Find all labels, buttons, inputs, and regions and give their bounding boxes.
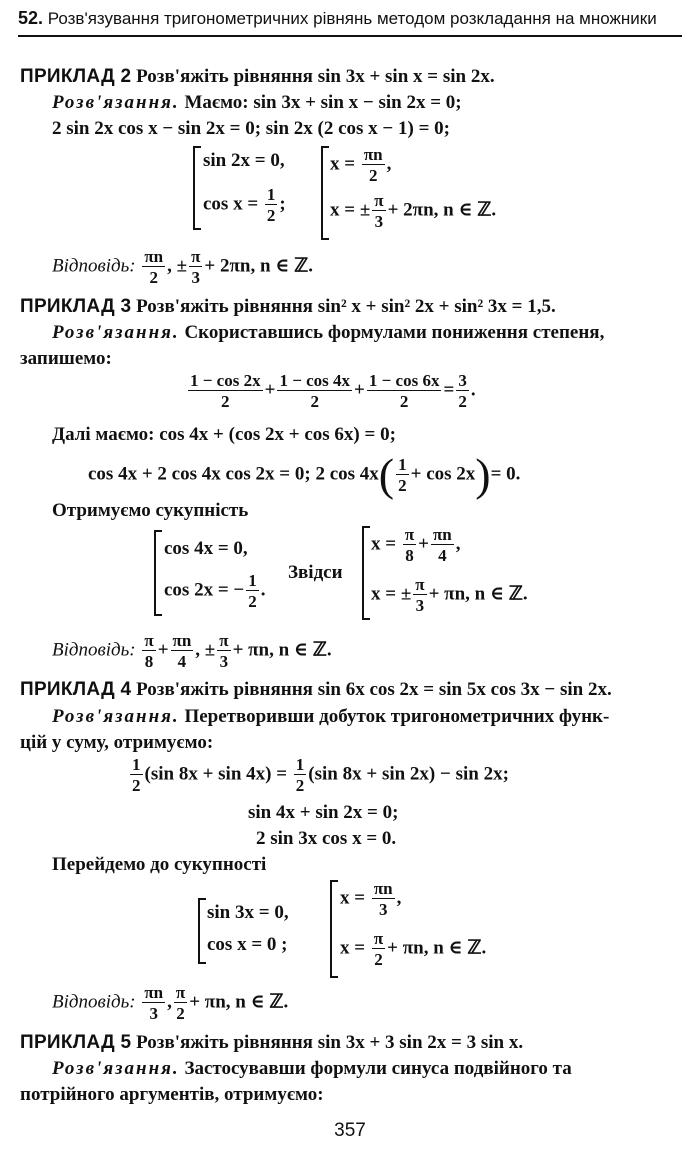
section-number: 52. bbox=[18, 8, 44, 28]
fraction bbox=[431, 526, 454, 564]
fraction bbox=[217, 632, 230, 670]
fraction bbox=[456, 372, 469, 410]
fraction-numerator: π bbox=[144, 631, 154, 650]
fraction-numerator: 1 bbox=[295, 755, 305, 774]
system-bracket bbox=[154, 530, 162, 616]
fraction-numerator: πn bbox=[373, 879, 393, 898]
fraction-denominator: 2 bbox=[266, 206, 276, 225]
example-2-statement: ПРИКЛАД 2 Розв'яжіть рівняння sin 3x + sin x = sin 2x. bbox=[20, 66, 495, 87]
example-3-set-intro: Отримуємо сукупність bbox=[52, 500, 249, 521]
fraction-denominator: 8 bbox=[144, 652, 154, 671]
example-5-solution-line-1: Розв'язання. Застосувавши формули синуса подвійного та bbox=[52, 1058, 572, 1079]
fraction-numerator: π bbox=[191, 247, 201, 266]
example-3-line-next: Далі маємо: cos 4x + (cos 2x + cos 6x) = 0; bbox=[52, 424, 396, 445]
fraction-numerator: 1 bbox=[398, 455, 407, 474]
fraction-denominator: 3 bbox=[219, 652, 229, 671]
fraction-denominator: 2 bbox=[458, 392, 467, 411]
fraction-denominator: 4 bbox=[177, 652, 187, 671]
fraction bbox=[372, 880, 395, 918]
fraction-numerator: π bbox=[219, 631, 229, 650]
fraction bbox=[265, 186, 278, 224]
fraction-numerator: πn bbox=[144, 983, 164, 1002]
fraction-numerator: 1 bbox=[266, 185, 276, 204]
fraction bbox=[171, 632, 194, 670]
fraction bbox=[277, 372, 352, 410]
ex3-fraction-sum: $\frac{1 - \cos 2x}{2}$ + $\frac{1 - \cos 4x}{2}$ + $\frac{1 - \cos 6x}{2}$ = $\frac{3}{2}$ . bbox=[190, 371, 476, 411]
system-bracket bbox=[321, 146, 329, 240]
fraction-numerator: 1 − cos 2x bbox=[190, 371, 261, 390]
example-3-solution-line-1: Розв'язання. Скориставшись формулами пониження степеня, bbox=[52, 322, 605, 343]
ex2-solution-2: x = ± $\frac{\pi}{3}$ + 2πn, n ∈ ℤ. bbox=[330, 191, 497, 231]
section-title: Розв'язування тригонометричних рівнянь методом розкладання на множники bbox=[47, 9, 657, 28]
system-bracket bbox=[198, 898, 206, 964]
fraction bbox=[403, 526, 416, 564]
ex2-system-eq-2: cos x = $\frac{1}{2}$ ; bbox=[203, 185, 286, 225]
fraction-denominator: 2 bbox=[399, 392, 409, 411]
fraction-denominator: 3 bbox=[378, 900, 388, 919]
fraction bbox=[396, 456, 409, 494]
example-2-answer: Відповідь: $\frac{\pi n}{2}$ , ± $\frac{\pi}{3}$ + 2πn, n ∈ ℤ. bbox=[52, 247, 313, 287]
fraction bbox=[189, 248, 202, 286]
example-3-solution-line-2: запишемо: bbox=[20, 348, 112, 369]
fraction bbox=[142, 984, 165, 1022]
system-bracket bbox=[193, 146, 201, 230]
fraction-denominator: 2 bbox=[368, 166, 378, 185]
fraction bbox=[188, 372, 263, 410]
fraction-denominator: 3 bbox=[415, 596, 425, 615]
fraction bbox=[372, 930, 385, 968]
fraction-numerator: πn bbox=[172, 631, 192, 650]
fraction-numerator: πn bbox=[363, 145, 383, 164]
fraction bbox=[413, 576, 426, 614]
example-2-solution-line-2: 2 sin 2x cos x − sin 2x = 0; sin 2x (2 cos x − 1) = 0; bbox=[52, 118, 450, 139]
fraction-numerator: π bbox=[373, 929, 384, 948]
page-number: 357 bbox=[334, 1120, 366, 1141]
example-3-factored: cos 4x + 2 cos 4x cos 2x = 0; 2 cos 4x( $\frac{1}{2}$ + cos 2x)= 0. bbox=[88, 449, 521, 500]
fraction bbox=[142, 248, 165, 286]
fraction-numerator: π bbox=[175, 983, 186, 1002]
fraction-numerator: π bbox=[415, 575, 425, 594]
fraction bbox=[174, 984, 187, 1022]
ex4-solution-1: x = $\frac{\pi n}{3}$ , bbox=[340, 879, 402, 919]
ex3-solution-1: x = $\frac{\pi}{8}$ + $\frac{\pi n}{4}$ , bbox=[371, 525, 461, 565]
fraction-numerator: π bbox=[404, 525, 415, 544]
ex4-solution-2: x = $\frac{\pi}{2}$ + πn, n ∈ ℤ. bbox=[340, 929, 487, 969]
ex3-then-word: Звідси bbox=[288, 562, 343, 583]
ex3-system-eq-2: cos 2x = − $\frac{1}{2}$ . bbox=[164, 571, 266, 611]
example-4-statement: ПРИКЛАД 4 Розв'яжіть рівняння sin 6x cos 2x = sin 5x cos 3x − sin 2x. bbox=[20, 679, 612, 700]
example-4-set-intro: Перейдемо до сукупності bbox=[52, 854, 267, 875]
fraction-denominator: 2 bbox=[132, 776, 141, 795]
fraction bbox=[362, 146, 385, 184]
fraction-denominator: 3 bbox=[149, 1004, 158, 1023]
example-3-statement: ПРИКЛАД 3 Розв'яжіть рівняння sin² x + sin² 2x + sin² 3x = 1,5. bbox=[20, 296, 556, 317]
fraction-numerator: 1 − cos 4x bbox=[279, 371, 351, 390]
fraction-denominator: 2 bbox=[248, 592, 257, 611]
ex3-solution-2: x = ± $\frac{\pi}{3}$ + πn, n ∈ ℤ. bbox=[371, 575, 528, 615]
example-4-solution-line-1: Розв'язання. Перетворивши добуток тригонометричних функ- bbox=[52, 706, 610, 727]
fraction bbox=[294, 756, 307, 794]
fraction bbox=[372, 192, 385, 230]
example-2-solution-line-1: Розв'язання. Маємо: sin 3x + sin x − sin 2x = 0; bbox=[52, 92, 462, 113]
fraction-denominator: 2 bbox=[398, 476, 407, 495]
ex4-equation-3: 2 sin 3x cos x = 0. bbox=[256, 828, 397, 849]
fraction-denominator: 8 bbox=[405, 546, 414, 565]
ex4-equation-1: $\frac{1}{2}$ (sin 8x + sin 4x) = $\frac{1}{2}$ (sin 8x + sin 2x) − sin 2x; bbox=[132, 755, 509, 795]
ex4-system-eq-1: sin 3x = 0, bbox=[207, 902, 289, 923]
ex2-solution-1: x = $\frac{\pi n}{2}$ , bbox=[330, 145, 392, 185]
ex4-system-eq-2: cos x = 0 ; bbox=[207, 934, 288, 955]
example-5-solution-line-2: потрійного аргументів, отримуємо: bbox=[20, 1084, 324, 1105]
example-4-solution-line-2: цій у суму, отримуємо: bbox=[20, 732, 214, 753]
system-bracket bbox=[330, 880, 338, 978]
fraction-numerator: 1 bbox=[132, 755, 141, 774]
fraction-numerator: πn bbox=[144, 247, 164, 266]
fraction-numerator: 1 − cos 6x bbox=[368, 371, 440, 390]
fraction-numerator: π bbox=[374, 191, 384, 210]
fraction-numerator: 3 bbox=[458, 371, 467, 390]
fraction-denominator: 3 bbox=[191, 268, 200, 287]
fraction bbox=[246, 572, 259, 610]
large-parenthesis: ) bbox=[475, 449, 491, 500]
example-5-statement: ПРИКЛАД 5 Розв'яжіть рівняння sin 3x + 3 sin 2x = 3 sin x. bbox=[20, 1032, 524, 1053]
fraction-denominator: 2 bbox=[149, 268, 158, 287]
running-header bbox=[18, 8, 682, 37]
fraction-denominator: 2 bbox=[295, 776, 305, 795]
fraction-numerator: 1 bbox=[248, 571, 257, 590]
example-3-answer: Відповідь: $\frac{\pi}{8}$ + $\frac{\pi n}{4}$ , ± $\frac{\pi}{3}$ + πn, n ∈ ℤ. bbox=[52, 631, 332, 671]
ex2-system-eq-1: sin 2x = 0, bbox=[203, 150, 285, 171]
fraction-denominator: 2 bbox=[176, 1004, 185, 1023]
fraction bbox=[142, 632, 155, 670]
ex3-system-eq-1: cos 4x = 0, bbox=[164, 538, 248, 559]
ex4-equation-2: sin 4x + sin 2x = 0; bbox=[248, 802, 399, 823]
fraction-denominator: 3 bbox=[374, 212, 384, 231]
fraction-denominator: 2 bbox=[374, 950, 383, 969]
system-bracket bbox=[362, 526, 370, 620]
fraction-numerator: πn bbox=[432, 525, 452, 544]
fraction-denominator: 2 bbox=[310, 392, 319, 411]
fraction bbox=[367, 372, 442, 410]
large-parenthesis: ( bbox=[378, 449, 395, 500]
fraction bbox=[130, 756, 143, 794]
fraction-denominator: 2 bbox=[221, 392, 230, 411]
example-4-answer: Відповідь: $\frac{\pi n}{3}$ , $\frac{\pi}{2}$ + πn, n ∈ ℤ. bbox=[52, 983, 289, 1023]
fraction-denominator: 4 bbox=[438, 546, 447, 565]
